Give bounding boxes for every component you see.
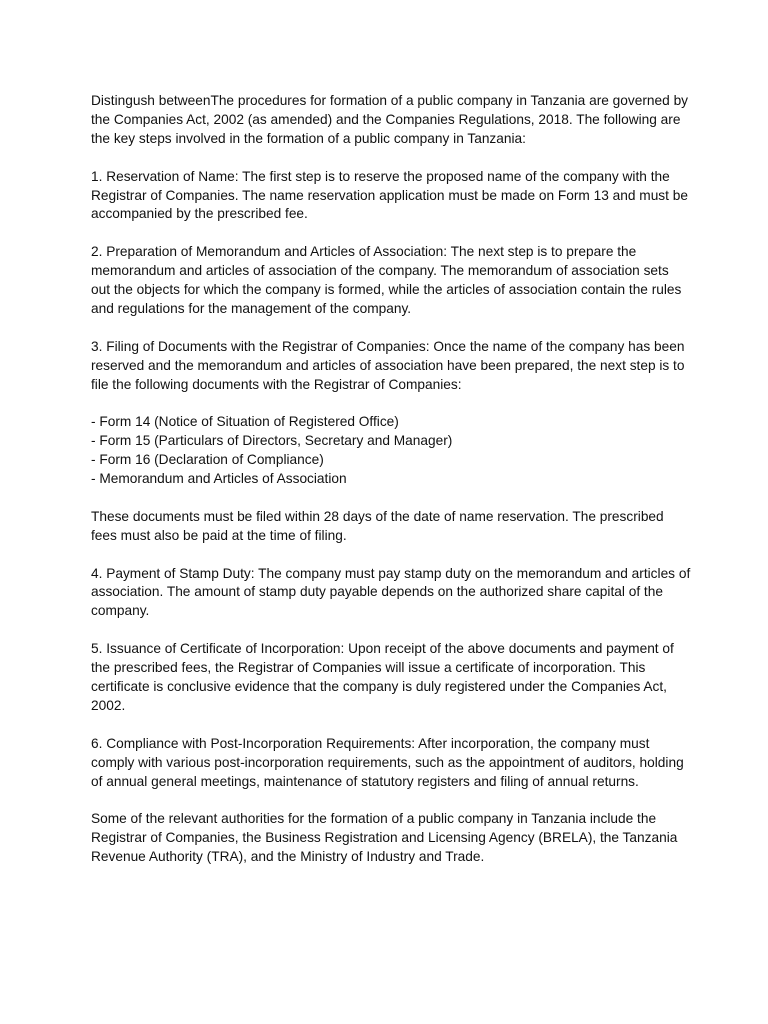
documents-list (91, 413, 691, 489)
step-4-paragraph: 4. Payment of Stamp Duty: The company must pay stamp duty on the memorandum and articles of association. The amount of stamp duty payable depends on the authorized share capital of the company. (91, 565, 691, 619)
filing-note-paragraph: These documents must be filed within 28 days of the date of name reservation. The prescribed fees must also be paid at the time of filing. (91, 508, 664, 543)
conclusion-paragraph: Some of the relevant authorities for the formation of a public company in Tanzania include the Registrar of Companies, the Business Registration and Licensing Agency (BRELA), the Tanzania Revenue Authority (TRA), and the Ministry of Industry and Trade. (91, 811, 678, 865)
intro-paragraph: Distingush betweenThe procedures for formation of a public company in Tanzania are governed by the Companies Act, 2002 (as amended) and the Companies Regulations, 2018. The following are the key steps involved in the formation of a public company in Tanzania: (91, 93, 689, 146)
list-item: - Memorandum and Articles of Association (91, 471, 347, 487)
step-2-paragraph: 2. Preparation of Memorandum and Articles of Association: The next step is to prepare the memorandum and articles of association of the company. The memorandum of association sets out the objects for which the company is formed, while the articles of association contain the rules and regulations for the management of the company. (91, 244, 682, 316)
step-5-paragraph: 5. Issuance of Certificate of Incorporation: Upon receipt of the above documents and payment of the prescribed fees, the Registrar of Companies will issue a certificate of incorporation. This certificate is conclusive evidence that the company is duly registered under the Companies Act, 2002. (91, 641, 674, 713)
list-item: - Form 15 (Particulars of Directors, Secretary and Manager) (91, 433, 453, 449)
list-item: - Form 16 (Declaration of Compliance) (91, 452, 324, 468)
step-6-paragraph: 6. Compliance with Post-Incorporation Requirements: After incorporation, the company must comply with various post-incorporation requirements, such as the appointment of auditors, holding of annual general meetings, maintenance of statutory registers and filing of annual returns. (91, 735, 684, 789)
step-3-paragraph: 3. Filing of Documents with the Registrar of Companies: Once the name of the company has been reserved and the memorandum and articles of association have been prepared, the next step is to file the following documents with the Registrar of Companies: (91, 338, 685, 392)
step-1-paragraph: 1. Reservation of Name: The first step is to reserve the proposed name of the company with the Registrar of Companies. The name reservation application must be made on Form 13 and must be accompanied by the prescribed fee. (91, 168, 688, 222)
document-body (91, 92, 691, 886)
list-item: - Form 14 (Notice of Situation of Registered Office) (91, 414, 399, 430)
